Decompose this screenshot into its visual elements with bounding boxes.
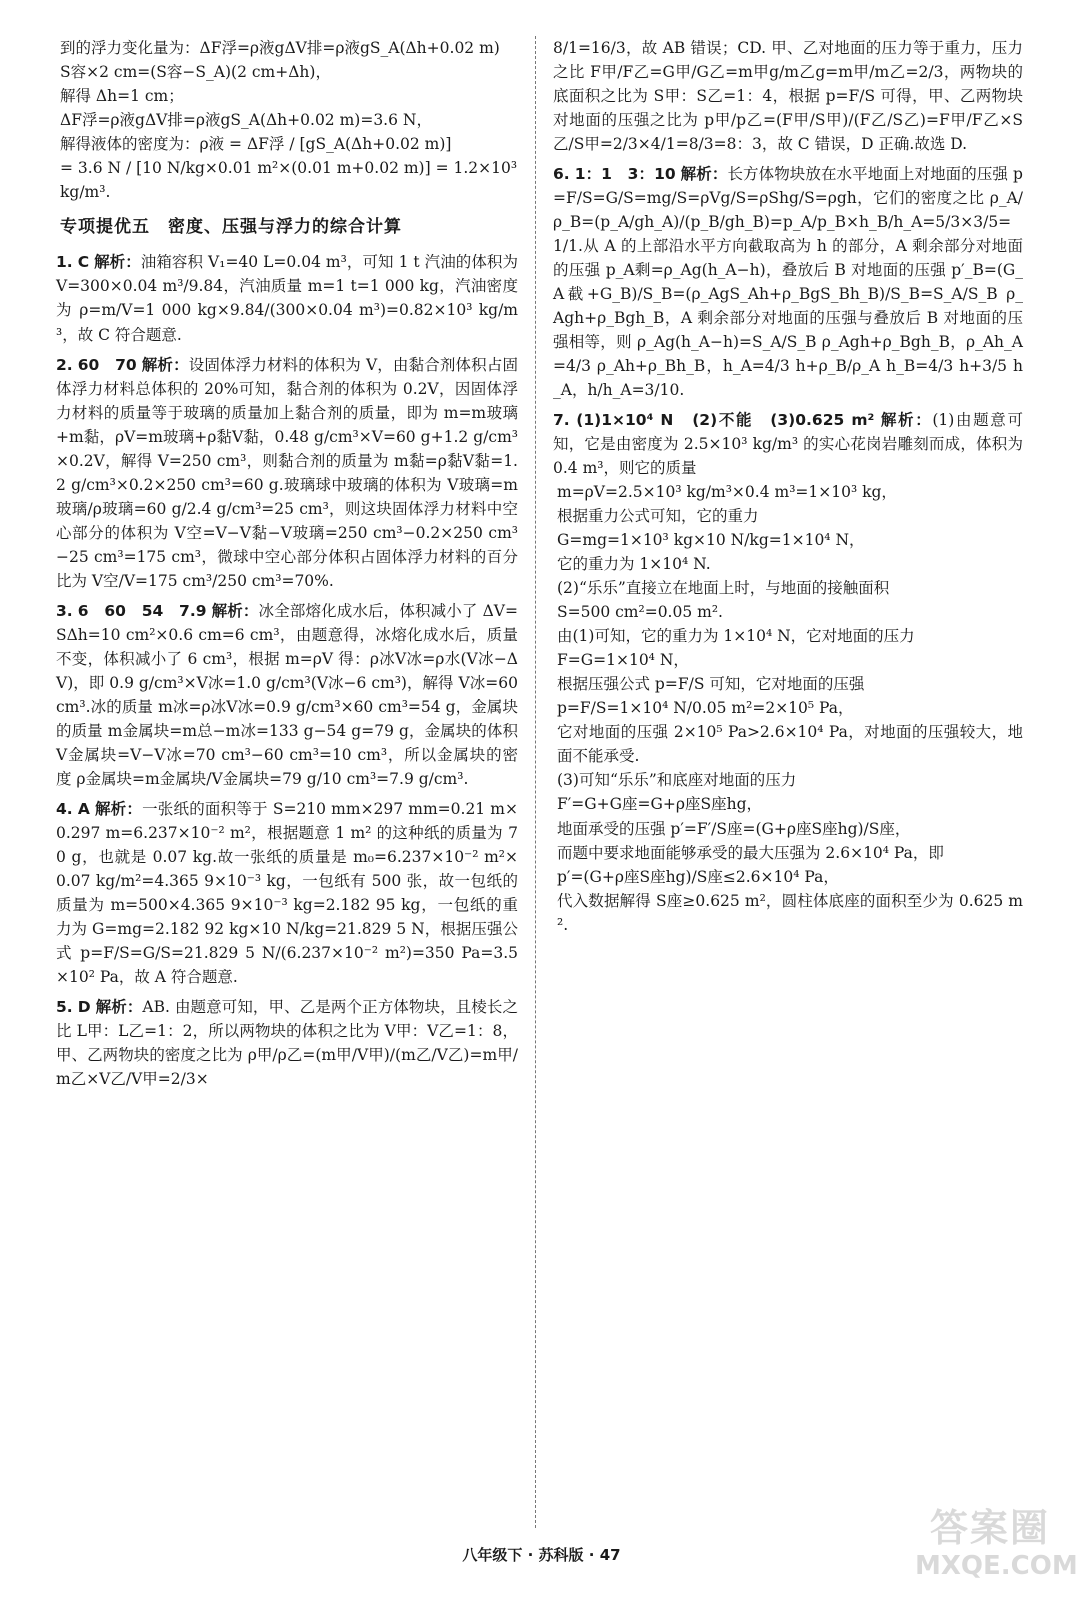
item-answer: 60 70: [77, 355, 137, 374]
item-line: m=ρV=2.5×10³ kg/m³×0.4 m³=1×10³ kg，: [557, 483, 897, 502]
right-column: [553, 36, 1023, 943]
item-answer: 1：1 3：10: [574, 165, 676, 184]
item-answer: 6 60 54 7.9: [77, 601, 207, 620]
intro-line: 到的浮力变化量为：ΔF浮=ρ液gΔV排=ρ液gS_A(Δh+0.02 m): [60, 39, 500, 57]
item-text: 设固体浮力材料的体积为 V，由黏合剂体积占固体浮力材料总体积的 20%可知，黏合剂的体积为 0.2V，因固体浮力材料的质量等于玻璃的质量加上黏合剂的质量，即为 m=m玻璃+m黏，ρV=m玻璃+ρ黏V黏，0.48 g/cm³×V=60 g+1.2 g/cm³×0.2V，解得 V=250 cm³，则黏合剂的质量为 m黏=ρ黏V黏=1.2 g/cm³×0.2×250 cm³=60 g.玻璃球中玻璃的体积为 V玻璃=m玻璃/ρ玻璃=60 g/2.4 g/cm³=25 cm³，则这块固体浮力材料中空心部分的体积为 V空=V−V黏−V玻璃=250 cm³−0.2×250 cm³−25 cm³=175 cm³，微球中空心部分体积占固体浮力材料的百分比为 V空/V=175 cm³/250 cm³=70%.: [56, 355, 518, 590]
item-line: (3)可知“乐乐”和底座对地面的压力: [557, 771, 797, 790]
analysis-label: 解析：: [880, 411, 933, 430]
item-text: 冰全部熔化成水后，体积减小了 ΔV=SΔh=10 cm²×0.6 cm=6 cm³，由题意得，冰熔化成水后，质量不变，体积减小了 6 cm³，根据 m=ρV 得：ρ冰V冰=ρ水(V冰−ΔV)，即 0.9 g/cm³×V冰=1.0 g/cm³(V冰−6 cm³)，解得 V冰=60 cm³.冰的质量 m冰=ρ冰V冰=0.9 g/cm³×60 cm³=54 g，金属块的质量 m金属块=m总−m冰=133 g−54 g=79 g，金属块的体积 V金属块=V−V冰=70 cm³−60 cm³=10 cm³，所以金属块的密度 ρ金属块=m金属块/V金属块=79 g/10 cm³=7.9 g/cm³.: [56, 601, 518, 788]
watermark-logo: [915, 1505, 1078, 1589]
item-line: S=500 cm²=0.05 m².: [557, 603, 723, 622]
item-line: 它的重力为 1×10⁴ N.: [557, 555, 711, 574]
answer-item-2: [56, 353, 518, 593]
item-number: 4.: [56, 799, 73, 818]
answer-item-5-continued: 8/1=16/3，故 AB 错误；CD. 甲、乙对地面的压力等于重力，压力之比 F甲/F乙=G甲/G乙=m甲g/m乙g=m甲/m乙=2/3，两物块的底面积之比为 S甲：S乙=1：4，根据 p=F/S 可得，甲、乙两物块对地面的压强之比为 p甲/p乙=(F甲/S甲)/(F乙/S乙)=F甲/F乙×S乙/S甲=2/3×4/1=8/3=8：3，故 C 错误，D 正确.故选 D.: [553, 39, 1023, 154]
item-text: 一张纸的面积等于 S=210 mm×297 mm=0.21 m×0.297 m=6.237×10⁻² m²，根据题意 1 m² 的这种纸的质量为 70 g，也就是 0.07 kg.故一张纸的质量是 m₀=6.237×10⁻² m²×0.07 kg/m²=4.365 9×10⁻³ kg，一包纸有 500 张，故一包纸的质量为 m=500×4.365 9×10⁻³ kg=2.182 95 kg，一包纸的重力为 G=mg=2.182 92 kg×10 N/kg=21.829 5 N，根据压强公式 p=F/S=G/S=21.829 5 N/(6.237×10⁻² m²)=350 Pa=3.5×10² Pa，故 A 符合题意.: [56, 799, 518, 986]
item-line: 根据重力公式可知，它的重力: [557, 507, 759, 526]
item-line: 代入数据解得 S座≥0.625 m²，圆柱体底座的面积至少为 0.625 m².: [557, 891, 1023, 934]
answer-item-5: [56, 995, 518, 1091]
intro-line: ΔF浮=ρ液gΔV排=ρ液gS_A(Δh+0.02 m)=3.6 N，: [60, 111, 432, 130]
analysis-label: 解析：: [680, 165, 728, 184]
column-divider: [535, 36, 536, 1528]
analysis-label: 解析：: [94, 799, 143, 818]
item-number: 1.: [56, 253, 73, 272]
item-answer: D: [77, 997, 91, 1016]
item-text: AB. 由题意可知，甲、乙是两个正方体物块，且棱长之比 L甲：L乙=1：2，所以两物块的体积之比为 V甲：V乙=1：8，甲、乙两物块的密度之比为 ρ甲/ρ乙=(m甲/V甲)/(m乙/V乙)=m甲/m乙×V乙/V甲=2/3×: [56, 997, 518, 1088]
answer-item-1: [56, 250, 518, 346]
page-footer: 八年级下 · 苏科版 · 47: [462, 1546, 621, 1564]
intro-line: = 3.6 N / [10 N/kg×0.01 m²×(0.01 m+0.02 m)] = 1.2×10³ kg/m³.: [60, 159, 518, 202]
item-answer: A: [77, 799, 90, 818]
answer-item-4: [56, 797, 518, 989]
item-line: p′=(G+ρ座S座hg)/S座≤2.6×10⁴ Pa，: [557, 867, 839, 886]
item-number: 5.: [56, 997, 73, 1016]
analysis-label: 解析：: [211, 601, 259, 620]
item-number: 2.: [56, 355, 73, 374]
item-answer: C: [77, 253, 90, 272]
left-column: [56, 36, 518, 1097]
analysis-label: 解析：: [95, 997, 143, 1016]
item-line: 地面承受的压强 p′=F′/S座=(G+ρ座S座hg)/S座，: [557, 819, 911, 838]
analysis-label: 解析：: [94, 253, 141, 272]
item-number: 3.: [56, 601, 73, 620]
item-line: F=G=1×10⁴ N，: [557, 651, 689, 670]
item-text: 油箱容积 V₁=40 L=0.04 m³，可知 1 t 汽油的体积为 V=300×0.04 m³/9.84，汽油质量 m=1 t=1 000 kg，汽油密度为 ρ=m/V=1 000 kg×9.84/(300×0.04 m³)=0.82×10³ kg/m³，故 C 符合题意.: [56, 253, 518, 344]
item-number: 6.: [553, 165, 570, 184]
answer-item-3: [56, 599, 518, 791]
item-line: 由(1)可知，它的重力为 1×10⁴ N，它对地面的压力: [557, 627, 915, 646]
answer-item-7: [553, 408, 1023, 936]
item-line: 根据压强公式 p=F/S 可知，它对地面的压强: [557, 675, 865, 694]
intro-line: S容×2 cm=(S容−S_A)(2 cm+Δh)，: [60, 63, 331, 82]
analysis-label: 解析：: [141, 355, 189, 374]
item-line: p=F/S=1×10⁴ N/0.05 m²=2×10⁵ Pa，: [557, 699, 854, 718]
item-line: 而题中要求地面能够承受的最大压强为 2.6×10⁴ Pa，即: [557, 843, 944, 862]
answer-item-6: [553, 162, 1023, 402]
intro-line: 解得液体的密度为：ρ液 = ΔF浮 / [gS_A(Δh+0.02 m)]: [60, 135, 452, 154]
item-line: 它对地面的压强 2×10⁵ Pa>2.6×10⁴ Pa，对地面的压强较大，地面不能承受.: [557, 723, 1023, 766]
item-answer: (1)1×10⁴ N (2)不能 (3)0.625 m²: [576, 411, 875, 430]
item-line: G=mg=1×10³ kg×10 N/kg=1×10⁴ N，: [557, 531, 865, 550]
watermark-site: MXQE.COM: [915, 1551, 1078, 1581]
item-line: F′=G+G座=G+ρ座S座hg，: [557, 795, 763, 814]
item-text: 长方体物块放在水平地面上对地面的压强 p=F/S=G/S=mg/S=ρVg/S=ρShg/S=ρgh，它们的密度之比 ρ_A/ρ_B=(p_A/gh_A)/(p_B/gh_B)=p_A/p_B×h_B/h_A=5/3×3/5=1/1.从 A 的上部沿水平方向截取高为 h 的部分，A 剩余部分对地面的压强 p_A剩=ρ_Ag(h_A−h)，叠放后 B 对地面的压强 p′_B=(G_A截+G_B)/S_B=(ρ_AgS_Ah+ρ_BgS_Bh_B)/S_B=S_A/S_B ρ_Agh+ρ_Bgh_B，A 剩余部分对地面的压强与叠放后 B 对地面的压强相等，则 ρ_Ag(h_A−h)=S_A/S_B ρ_Agh+ρ_Bgh_B，ρ_Ah_A=4/3 ρ_Ah+ρ_Bh_B，h_A=4/3 h+ρ_B/ρ_A h_B=4/3 h+3/5 h_A，h/h_A=3/10.: [553, 165, 1023, 400]
intro-line: 解得 Δh=1 cm；: [60, 87, 184, 106]
section-title: 专项提优五 密度、压强与浮力的综合计算: [60, 217, 402, 238]
item-line: (2)“乐乐”直接立在地面上时，与地面的接触面积: [557, 579, 890, 598]
item-number: 7.: [553, 411, 570, 430]
watermark-text: 答案圈: [929, 1506, 1050, 1550]
item-text: (1)由题意可知，它是由密度为 2.5×10³ kg/m³ 的实心花岗岩雕刻而成，体积为 0.4 m³，则它的质量: [553, 411, 1023, 478]
